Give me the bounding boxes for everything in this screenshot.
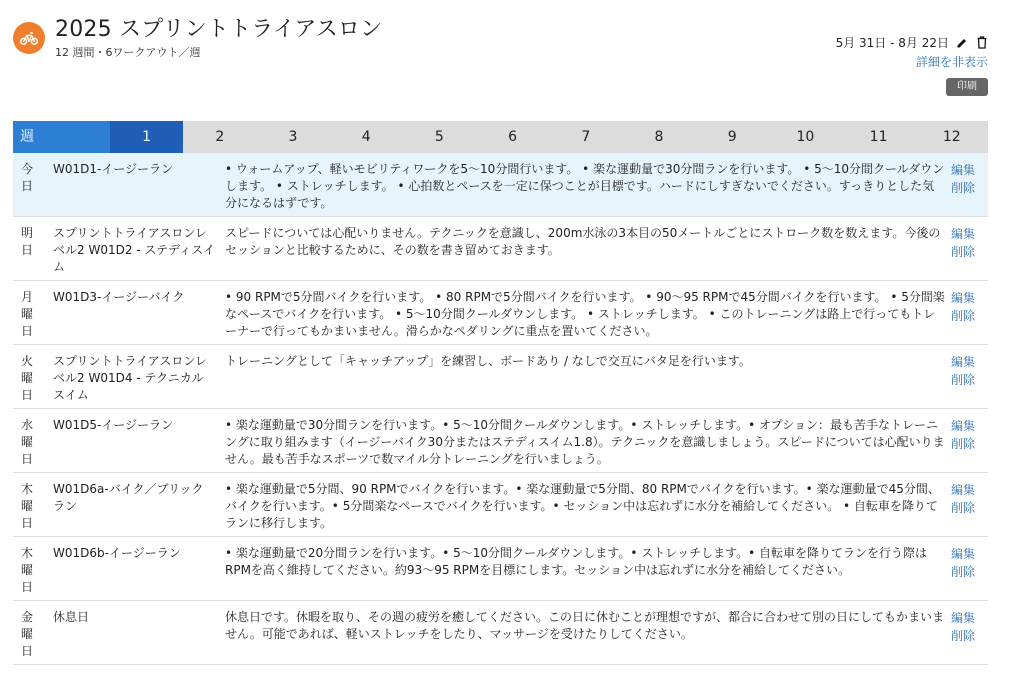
hide-details-link[interactable]: 詳細を非表示 [915, 55, 988, 69]
plan-subtitle: 12 週間・6ワークアウト／週 [55, 46, 201, 59]
workout-day: 木曜日 [21, 482, 34, 530]
edit-link[interactable]: 編集 [951, 163, 976, 177]
workout-name: スプリントトライアスロンレベル2 W01D4 - テクニカルスイム [53, 354, 208, 402]
workout-day: 火曜日 [21, 354, 34, 402]
workout-row [13, 217, 988, 281]
workout-actions [951, 353, 985, 389]
tab-week-4[interactable]: 4 [361, 129, 371, 145]
workout-description: • 楽な運動量で30分間ランを行います。• 5〜10分間クールダウンします。• ストレッチします。• オプション：最も苦手なトレーニングに取り組みます（イージーバイク30分またはステディスイム1.8）。テクニックを意識しましょう。スピードについては心配いりません。最も苦手なスポーツで数マイル分トレーニングを行いましょう。 [225, 418, 945, 466]
date-range: 5月 31日 - 8月 22日 [835, 36, 949, 50]
workout-description: トレーニングとして「キャッチアップ」を練習し、ボードあり / なしで交互にバタ足を行います。 [225, 354, 751, 368]
edit-link[interactable]: 編集 [951, 419, 976, 433]
workout-row [13, 281, 988, 345]
delete-link[interactable]: 削除 [951, 309, 976, 323]
workout-name: W01D6b-イージーラン [53, 546, 181, 560]
delete-link[interactable]: 削除 [951, 245, 976, 259]
workout-name: W01D1-イージーラン [53, 162, 174, 176]
delete-link[interactable]: 削除 [951, 373, 976, 387]
delete-link[interactable]: 削除 [951, 437, 976, 451]
workout-day: 金曜日 [21, 610, 34, 658]
week-selector [13, 121, 988, 153]
print-button[interactable]: 印刷 [946, 78, 988, 96]
workout-actions [951, 545, 985, 581]
workout-description: • 楽な運動量で5分間、90 RPMでバイクを行います。• 楽な運動量で5分間、80 RPMでバイクを行います。• 楽な運動量で45分間、バイクを行います。• 5分間楽なペースでバイクを行います。• セッション中は忘れずに水分を補給してください。 • 自転車を降りてランに移行します。 [225, 482, 940, 530]
workout-row [13, 537, 988, 601]
workout-description: 休息日です。休暇を取り、その週の疲労を癒してください。この日に休むことが理想ですが、都合に合わせて別の日にしてもかまいません。可能であれば、軽いストレッチをしたり、マッサージを受けたりしてください。 [225, 610, 945, 641]
workout-row [13, 473, 988, 537]
edit-link[interactable]: 編集 [951, 355, 976, 369]
tab-week-11[interactable]: 11 [869, 129, 888, 145]
tab-week-2[interactable]: 2 [215, 129, 225, 145]
workout-actions [951, 161, 985, 197]
tab-week-6[interactable]: 6 [508, 129, 518, 145]
workout-name: W01D5-イージーラン [53, 418, 174, 432]
edit-link[interactable]: 編集 [951, 611, 976, 625]
workout-description: • 90 RPMで5分間バイクを行います。 • 80 RPMで5分間バイクを行います。 • 90〜95 RPMで45分間バイクを行います。 • 5分間楽なペースでバイクを行います。 • 5〜10分間クールダウンします。 • ストレッチします。 • このトレーニングは路上で行ってもトレーナーで行ってもかまいません。滑らかなペダリングに重点を置いてください。 [225, 290, 945, 338]
delete-link[interactable]: 削除 [951, 565, 976, 579]
edit-link[interactable]: 編集 [951, 227, 976, 241]
workout-name: スプリントトライアスロンレベル2 W01D2 - ステディスイム [53, 226, 215, 274]
workout-row [13, 345, 988, 409]
workout-description: スピードについては心配いりません。テクニックを意識し、200m水泳の3本目の50メートルごとにストローク数を数えます。今後のセッションと比較するために、その数を書き留めておきます。 [225, 226, 941, 257]
tab-week-8[interactable]: 8 [654, 129, 664, 145]
edit-link[interactable]: 編集 [951, 483, 976, 497]
workout-name: 休息日 [53, 610, 90, 624]
tab-week-5[interactable]: 5 [434, 129, 444, 145]
workout-list [13, 153, 988, 665]
tab-week-9[interactable]: 9 [727, 129, 737, 145]
tab-week-12[interactable]: 12 [942, 129, 961, 145]
week-label: 週 [13, 121, 110, 153]
tab-week-7[interactable]: 7 [581, 129, 591, 145]
tab-week-3[interactable]: 3 [288, 129, 298, 145]
workout-day: 月曜日 [21, 290, 34, 338]
edit-link[interactable]: 編集 [951, 547, 976, 561]
pencil-icon[interactable] [955, 36, 969, 50]
workout-row [13, 153, 988, 217]
delete-link[interactable]: 削除 [951, 629, 976, 643]
plan-title: 2025 スプリントトライアスロン [55, 17, 383, 42]
workout-row [13, 601, 988, 665]
plan-header [0, 0, 1024, 120]
tab-week-1[interactable]: 1 [110, 121, 183, 153]
tab-week-10[interactable]: 10 [796, 129, 815, 145]
workout-actions [951, 289, 985, 325]
delete-link[interactable]: 削除 [951, 181, 976, 195]
bicycle-icon [13, 22, 45, 54]
workout-actions [951, 225, 985, 261]
workout-actions [951, 609, 985, 645]
workout-actions [951, 481, 985, 517]
edit-link[interactable]: 編集 [951, 291, 976, 305]
delete-link[interactable]: 削除 [951, 501, 976, 515]
workout-name: W01D3-イージーバイク [53, 290, 185, 304]
workout-day: 明日 [21, 226, 34, 257]
workout-day: 木曜日 [21, 546, 34, 594]
workout-row [13, 409, 988, 473]
workout-description: • ウォームアップ、軽いモビリティワークを5〜10分間行います。 • 楽な運動量で30分間ランを行います。 • 5〜10分間クールダウンします。 • ストレッチします。 • 心拍数とペースを一定に保つことが目標です。ハードにしすぎないでください。すっきりとした気分になるはずです。 [225, 162, 945, 210]
trash-icon[interactable] [975, 36, 989, 50]
date-range-row [836, 34, 989, 51]
workout-description: • 楽な運動量で20分間ランを行います。• 5〜10分間クールダウンします。• ストレッチします。• 自転車を降りてランを行う際はRPMを高く維持してください。約93〜95 RPMを目標にします。セッション中は忘れずに水分を補給してください。 [225, 546, 928, 577]
workout-actions [951, 417, 985, 453]
workout-day: 今日 [21, 162, 34, 193]
workout-name: W01D6a-バイク／ブリックラン [53, 482, 204, 513]
workout-day: 水曜日 [21, 418, 34, 466]
